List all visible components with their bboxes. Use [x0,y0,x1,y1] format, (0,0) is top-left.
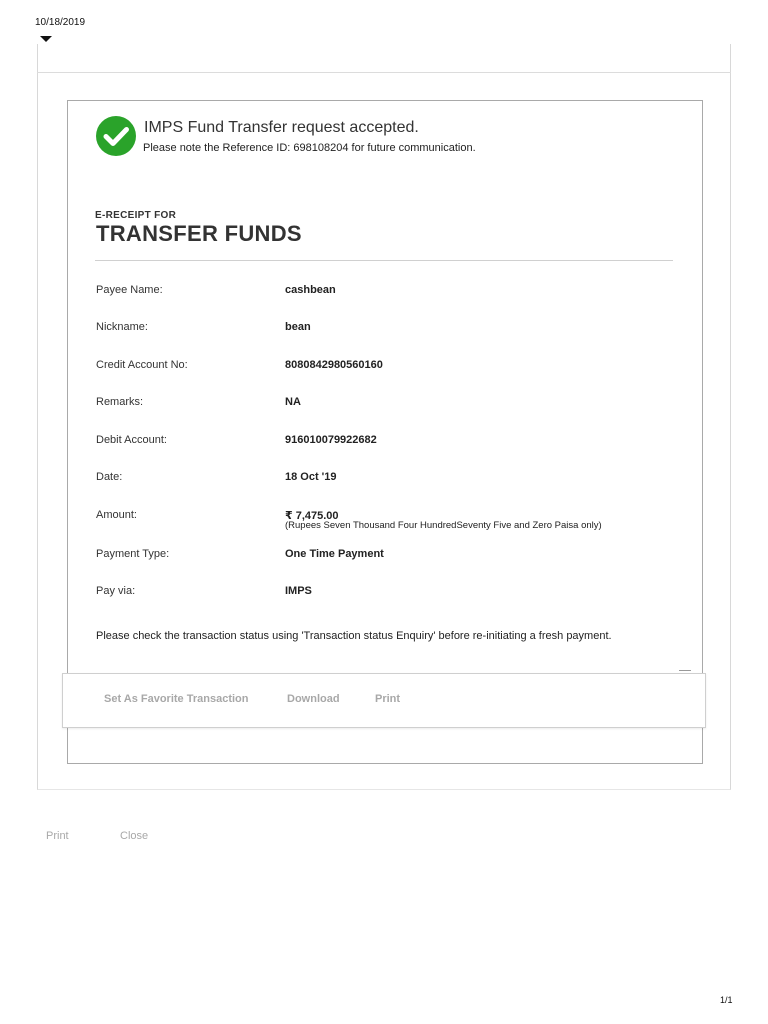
date-label: Date: [96,471,123,483]
payee-name-label: Payee Name: [96,284,163,296]
amount-label: Amount: [96,509,137,521]
print-button[interactable]: Print [375,693,401,705]
nickname-label: Nickname: [96,321,148,333]
payee-name-value: cashbean [285,284,336,296]
pay-via-label: Pay via: [96,585,136,597]
status-enquiry-note: Please check the transaction status using 'Transaction status Enquiry' before re-initiating a fresh payment. [96,630,612,642]
credit-account-label: Credit Account No: [96,359,188,371]
amount-value: ₹ 7,475.00 [285,510,339,522]
page-number: 1/1 [720,995,733,1005]
receipt-card [67,100,703,764]
divider [95,260,673,261]
outer-divider [37,72,731,73]
status-subtitle: Please note the Reference ID: 698108204 for future communication. [143,142,476,154]
print-date: 10/18/2019 [35,17,86,28]
remarks-value: NA [285,396,301,408]
date-value: 18 Oct '19 [285,471,337,483]
receipt-title: TRANSFER FUNDS [96,221,302,246]
payment-type-value: One Time Payment [285,548,384,560]
remarks-label: Remarks: [96,396,144,408]
payment-type-label: Payment Type: [96,548,170,560]
check-circle-icon [95,115,137,157]
amount-in-words: (Rupees Seven Thousand Four HundredSeventy Five and Zero Paisa only) [285,520,602,531]
download-button[interactable]: Download [287,693,340,705]
action-bar-notch [679,670,691,671]
debit-account-value: 916010079922682 [285,434,377,446]
receipt-eyebrow: E-RECEIPT FOR [95,210,177,221]
caret-down-icon [40,36,52,42]
status-title: IMPS Fund Transfer request accepted. [144,119,419,136]
set-favorite-button[interactable]: Set As Favorite Transaction [104,693,249,705]
debit-account-label: Debit Account: [96,434,167,446]
credit-account-value: 8080842980560160 [285,359,383,371]
nickname-value: bean [285,321,311,333]
footer-close-button[interactable]: Close [120,830,149,842]
pay-via-value: IMPS [285,585,312,597]
footer-print-button[interactable]: Print [46,830,69,842]
